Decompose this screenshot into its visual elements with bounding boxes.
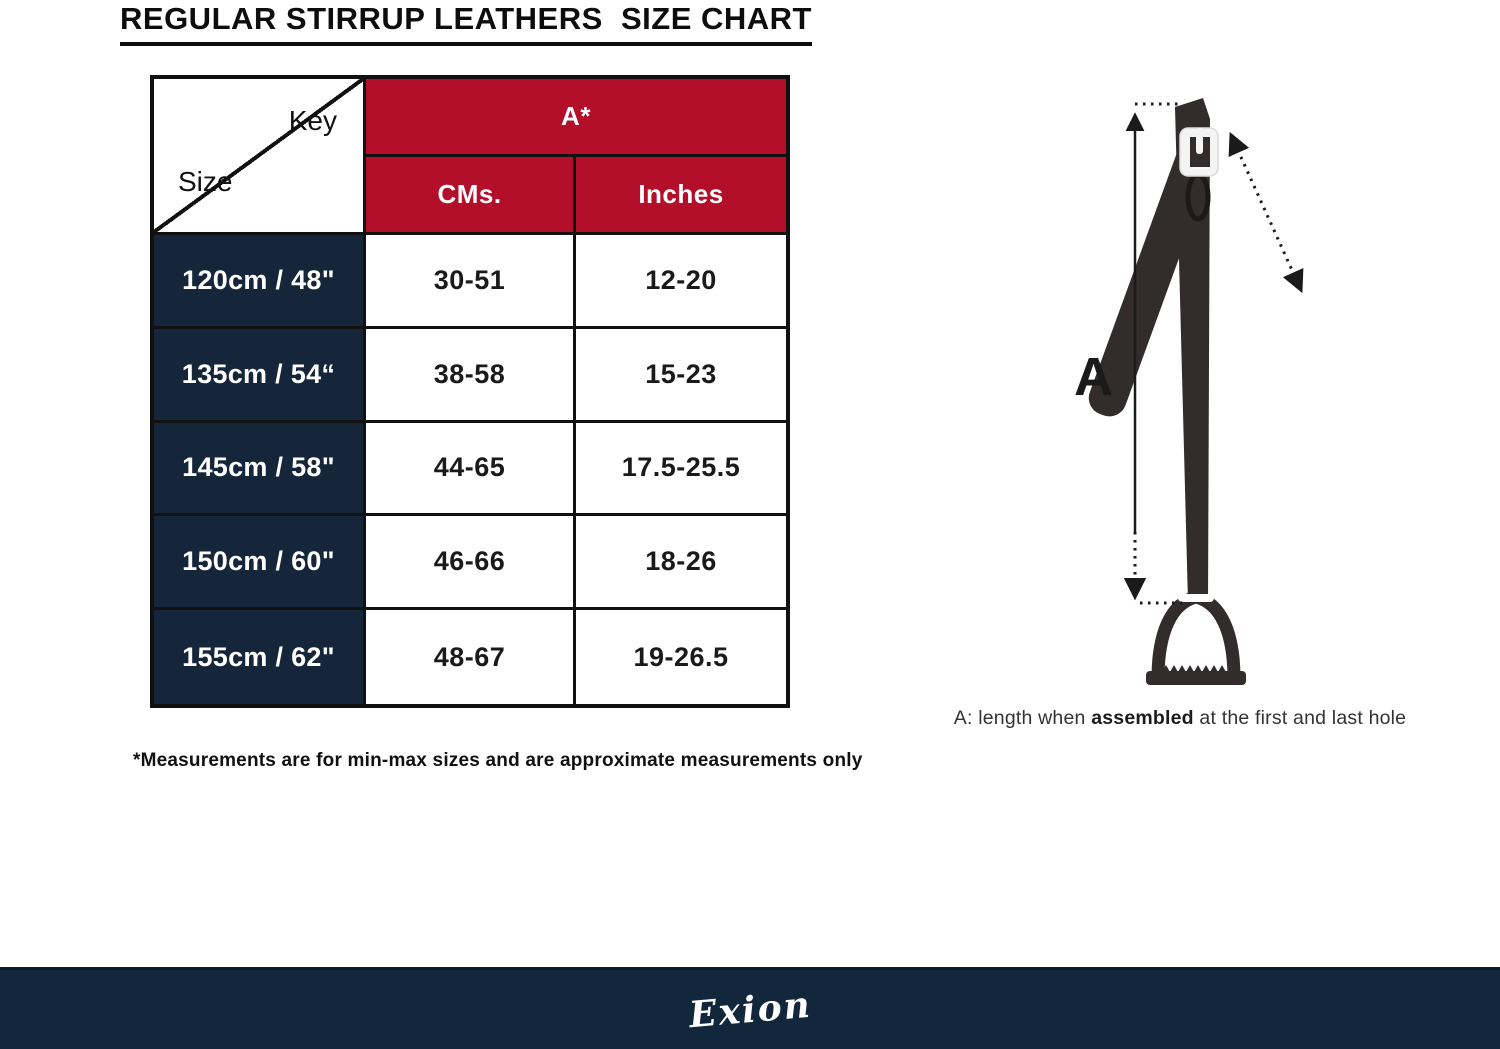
size-chart-table [150,75,790,708]
footer-bar [0,967,1500,1049]
buckle [1180,128,1218,176]
row-size-label: 150cm / 60" [154,516,366,610]
brand-logo: Exion [687,983,813,1036]
table-corner-cell [154,79,366,235]
stirrup-iron [1146,594,1246,685]
diagram-caption [930,707,1430,730]
row-inch-value: 15-23 [576,329,786,423]
row-cms-value: 46-66 [366,516,576,610]
corner-key-label: Key [288,105,337,136]
row-cms-value: 44-65 [366,423,576,517]
column-header-cms: CMs. [366,157,576,235]
row-cms-value: 38-58 [366,329,576,423]
row-size-label: 155cm / 62" [154,610,366,704]
row-inch-value: 18-26 [576,516,786,610]
row-inch-value: 17.5-25.5 [576,423,786,517]
corner-size-label: Size [178,166,233,197]
measurement-footnote: *Measurements are for min-max sizes and are approximate measurements only [133,750,863,771]
column-header-inches: Inches [576,157,786,235]
row-size-label: 145cm / 58" [154,423,366,517]
row-cms-value: 48-67 [366,610,576,704]
dimension-a-label: A [1074,347,1113,407]
row-size-label: 120cm / 48" [154,235,366,329]
row-size-label: 135cm / 54“ [154,329,366,423]
caption-bold: assembled [1091,707,1194,729]
column-group-header-a: A* [366,79,786,157]
row-inch-value: 12-20 [576,235,786,329]
caption-suffix: at the first and last hole [1193,707,1407,729]
caption-prefix: A: length when [953,707,1092,729]
stirrup-leather-diagram [1040,85,1440,715]
page-title: REGULAR STIRRUP LEATHERS SIZE CHART [120,1,812,46]
row-inch-value: 19-26.5 [576,610,786,704]
row-cms-value: 30-51 [366,235,576,329]
measurement-lines [1135,104,1301,603]
